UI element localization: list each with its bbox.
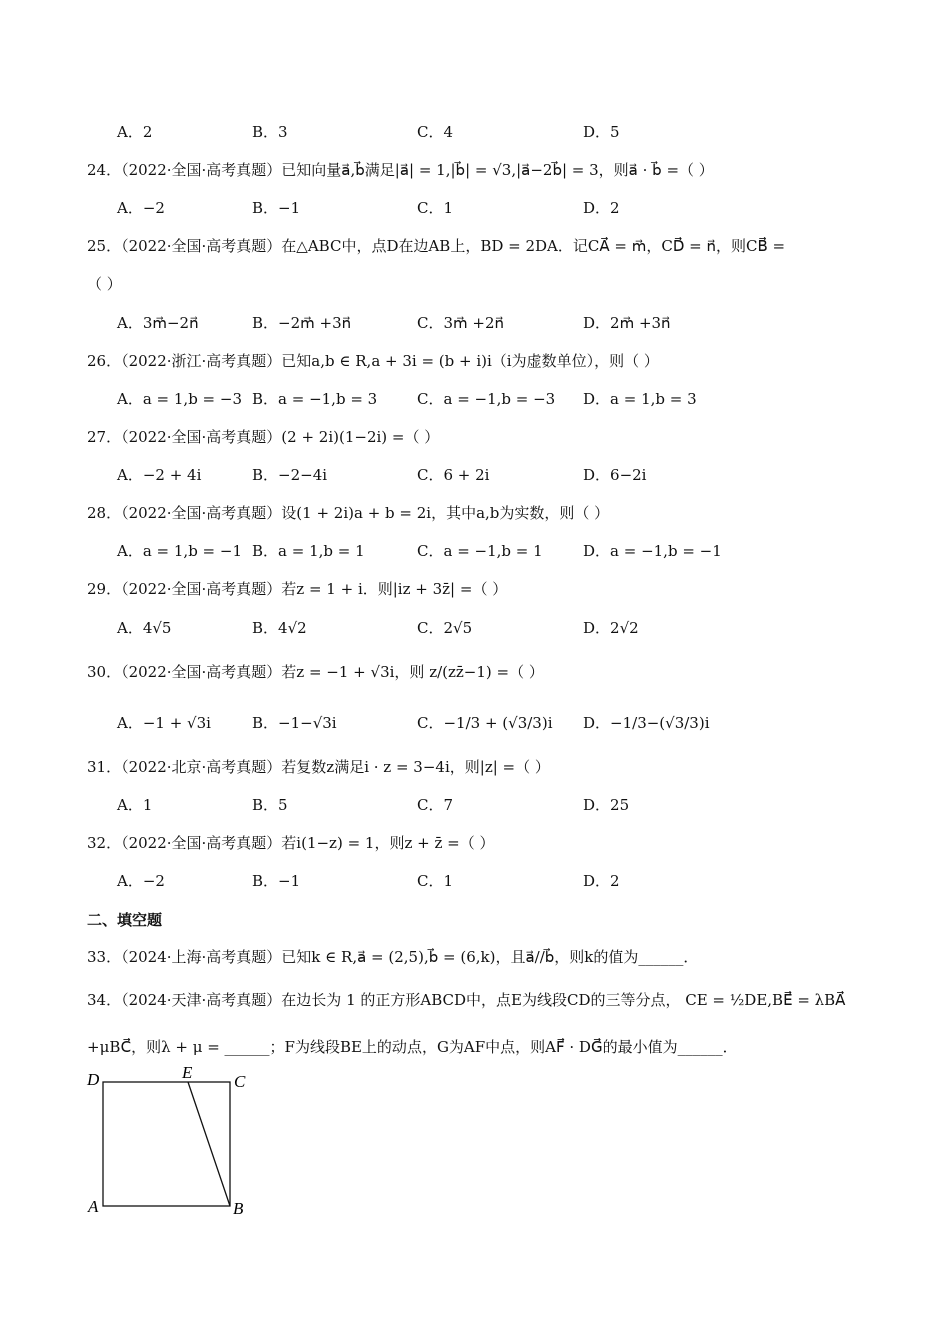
option-d: D．2m⃗ +3n⃗ <box>583 314 671 332</box>
option-c: C．7 <box>417 796 454 814</box>
question-34-line-1: 34．（2024·天津·高考真题）在边长为 1 的正方形ABCD中，点E为线段CD的三等分点， CE = ½DE,BE⃗⃗ = λBA⃗⃗ <box>87 991 846 1009</box>
option-c: C．2√5 <box>417 619 473 637</box>
option-d: D．25 <box>583 796 630 814</box>
option-d: D．2 <box>583 872 620 890</box>
option-c: C．a = −1,b = 1 <box>417 542 543 560</box>
square-outline <box>103 1082 230 1206</box>
option-b: B．5 <box>252 796 288 814</box>
option-c: C．4 <box>417 123 454 141</box>
question-33: 33．（2024·上海·高考真题）已知k ∈ R,a⃗ = (2,5),b⃗ = (6,k)，且a⃗//b⃗，则k的值为______． <box>87 948 699 966</box>
option-a: A．−2 + 4i <box>117 466 202 484</box>
option-c: C．−1/3 + (√3/3)i <box>417 714 553 732</box>
q28-options <box>117 540 877 562</box>
q27-options <box>117 464 877 486</box>
option-b: B．a = −1,b = 3 <box>252 390 378 408</box>
label-a: A <box>88 1197 99 1216</box>
q30-options <box>117 712 877 734</box>
option-b: B．−1−√3i <box>252 714 337 732</box>
option-a: A．−2 <box>117 199 165 217</box>
option-b: B．−1 <box>252 872 301 890</box>
question-25: 25．（2022·全国·高考真题）在△ABC中，点D在边AB上，BD = 2DA．记CA⃗⃗ = m⃗，CD⃗⃗ = n⃗，则CB⃗⃗ = <box>87 237 786 255</box>
question-30: 30．（2022·全国·高考真题）若z = −1 + √3i，则 z/(zz̄−1) =（ ） <box>87 663 544 681</box>
q23-options <box>117 121 877 143</box>
option-c: C．a = −1,b = −3 <box>417 390 556 408</box>
label-c: C <box>234 1072 246 1091</box>
option-d: D．6−2i <box>583 466 647 484</box>
option-b: B．−2m⃗ +3n⃗ <box>252 314 352 332</box>
q24-options <box>117 197 877 219</box>
option-c: C．6 + 2i <box>417 466 490 484</box>
question-27: 27．（2022·全国·高考真题）(2 + 2i)(1−2i) =（ ） <box>87 428 440 446</box>
option-d: D．2√2 <box>583 619 639 637</box>
question-25-continuation: （ ） <box>87 275 122 293</box>
option-a: A．a = 1,b = −3 <box>117 390 243 408</box>
option-b: B．4√2 <box>252 619 307 637</box>
label-b: B <box>233 1199 244 1218</box>
option-b: B．−1 <box>252 199 301 217</box>
option-a: A．−2 <box>117 872 165 890</box>
q26-options <box>117 388 877 410</box>
option-d: D．a = 1,b = 3 <box>583 390 697 408</box>
q29-options <box>117 617 877 639</box>
q32-options <box>117 870 877 892</box>
question-29: 29．（2022·全国·高考真题）若z = 1 + i．则|iz + 3z̄| =（ ） <box>87 580 508 598</box>
option-b: B．3 <box>252 123 288 141</box>
option-a: A．a = 1,b = −1 <box>117 542 243 560</box>
option-b: B．a = 1,b = 1 <box>252 542 365 560</box>
option-a: A．2 <box>117 123 153 141</box>
option-a: A．1 <box>117 796 153 814</box>
question-34-line-2: +μBC⃗⃗，则λ + μ = ______；F为线段BE上的动点，G为AF中点，则AF⃗⃗ · DG⃗⃗的最小值为______． <box>87 1038 738 1056</box>
segment-eb <box>188 1082 230 1206</box>
label-d: D <box>87 1070 100 1089</box>
label-e: E <box>182 1063 193 1082</box>
option-b: B．−2−4i <box>252 466 328 484</box>
option-a: A．−1 + √3i <box>117 714 211 732</box>
option-d: D．2 <box>583 199 620 217</box>
option-d: D．−1/3−(√3/3)i <box>583 714 710 732</box>
section-heading: 二、填空题 <box>87 911 163 929</box>
square-abcd-figure <box>85 1062 255 1222</box>
question-24: 24．（2022·全国·高考真题）已知向量a⃗,b⃗满足|a⃗| = 1,|b⃗| = √3,|a⃗−2b⃗| = 3，则a⃗ · b⃗ =（ ） <box>87 161 714 179</box>
question-32: 32．（2022·全国·高考真题）若i(1−z) = 1，则z + z̄ =（ ） <box>87 834 495 852</box>
option-d: D．5 <box>583 123 620 141</box>
question-28: 28．（2022·全国·高考真题）设(1 + 2i)a + b = 2i，其中a,b为实数，则（ ） <box>87 504 610 522</box>
q31-options <box>117 794 877 816</box>
q25-options <box>117 312 877 334</box>
option-a: A．4√5 <box>117 619 172 637</box>
question-31: 31．（2022·北京·高考真题）若复数z满足i · z = 3−4i，则|z| =（ ） <box>87 758 550 776</box>
option-c: C．1 <box>417 872 454 890</box>
option-c: C．3m⃗ +2n⃗ <box>417 314 505 332</box>
option-d: D．a = −1,b = −1 <box>583 542 722 560</box>
option-a: A．3m⃗−2n⃗ <box>117 314 199 332</box>
question-26: 26．（2022·浙江·高考真题）已知a,b ∈ R,a + 3i = (b + i)i（i为虚数单位），则（ ） <box>87 352 659 370</box>
option-c: C．1 <box>417 199 454 217</box>
